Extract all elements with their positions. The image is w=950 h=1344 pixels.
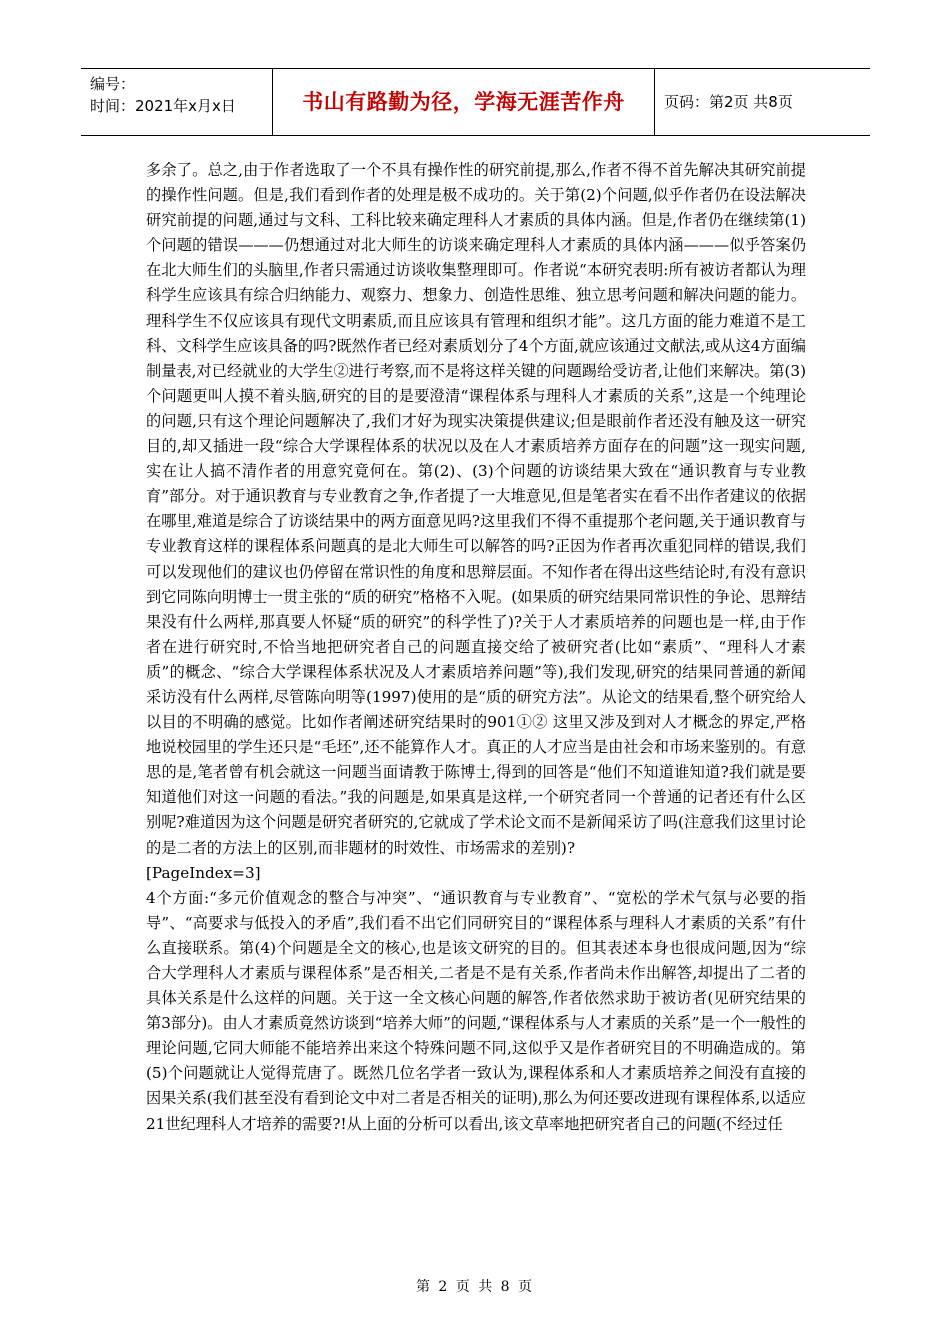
body-paragraph: 4个方面:“多元价值观念的整合与冲突”、“通识教育与专业教育”、“宽松的学术气氛与必要的指导”、“高要求与低投入的矛盾”,我们看不出它们同研究目的“课程体系与理科人才素质的关系”有什么直接联系。第(4)个问题是全文的核心,也是该文研究的目的。但其表述本身也很成问题,因为“综合大学理科人才素质与课程体系”是否相关,二者是不是有关系,作者尚未作出解答,却提出了二者的具体关系是什么这样的问题。关于这一全文核心问题的解答,作者依然求助于被访者(见研究结果的第3部分)。由人才素质竟然访谈到“培养大师”的问题,“课程体系与人才素质的关系”是一个一般性的理论问题,它同大师能不能培养出来这个特殊问题不同,这似乎又是作者研究目的不明确造成的。第(5)个问题就让人觉得荒唐了。既然几位名学者一致认为,课程体系和人才素质培养之间没有直接的因果关系(我们甚至没有看到论文中对二者是否相关的证明),那么为何还要改进现有课程体系,以适应21世纪理科人才培养的需要?!从上面的分析可以看出,该文草率地把研究者自己的问题(不经过任 — [146, 888, 806, 1133]
header-meta — [90, 73, 270, 117]
header-divider — [654, 69, 655, 135]
header-page-info: 页码：第2页 共8页 — [664, 93, 793, 111]
document-time-label: 时间：2021年x月x日 — [90, 97, 236, 115]
header-motto: 书山有路勤为径，学海无涯苦作舟 — [302, 90, 625, 114]
page-footer: 第 2 页 共 8 页 — [415, 1279, 535, 1295]
document-number-label: 编号： — [90, 75, 136, 93]
page-index-marker: [PageIndex=3] — [146, 863, 261, 882]
document-body — [146, 158, 806, 1137]
body-paragraph: 多余了。总之,由于作者选取了一个不具有操作性的研究前提,那么,作者不得不首先解决其研究前提的操作性问题。但是,我们看到作者的处理是极不成功的。关于第(2)个问题,似乎作者仍在设法解决研究前提的问题,通过与文科、工科比较来确定理科人才素质的具体内涵。但是,作者仍在继续第(1)个问题的错误———仍想通过对北大师生的访谈来确定理科人才素质的具体内涵———似乎答案仍在北大师生们的头脑里,作者只需通过访谈收集整理即可。作者说“本研究表明:所有被访者都认为理科学生应该具有综合归纳能力、观察力、想象力、创造性思维、独立思考问题和解决问题的能力。理科学生不仅应该具有现代文明素质,而且应该具有管理和组织才能”。这几方面的能力难道不是工科、文科学生应该具备的吗?既然作者已经对素质划分了4个方面,就应该通过文献法,或从这4方面编制量表,对已经就业的大学生②进行考察,而不是将这样关键的问题踢给受访者,让他们来解决。第(3)个问题更叫人摸不着头脑,研究的目的是要澄清“课程体系与理科人才素质的关系”,这是一个纯理论的问题,只有这个理论问题解决了,我们才好为现实决策提供建议;但是眼前作者还没有触及这一研究目的,却又插进一段“综合大学课程体系的状况以及在人才素质培养方面存在的问题”这一现实问题,实在让人搞不清作者的用意究竟何在。第(2)、(3)个问题的访谈结果大致在“通识教育与专业教育”部分。对于通识教育与专业教育之争,作者提了一大堆意见,但是笔者实在看不出作者建议的依据在哪里,难道是综合了访谈结果中的两方面意见吗?这里我们不得不重提那个老问题,关于通识教育与专业教育这样的课程体系问题真的是北大师生可以解答的吗?正因为作者再次重犯同样的错误,我们可以发现他们的建议也仍停留在常识性的角度和思辩层面。不知作者在得出这些结论时,有没有意识到它同陈向明博士一贯主张的“质的研究”格格不入呢。(如果质的研究结果同常识性的争论、思辩结果没有什么两样,那真要人怀疑“质的研究”的科学性了)?关于人才素质培养的问题也是一样,由于作者在进行研究时,不恰当地把研究者自己的问题直接交给了被研究者(比如“素质”、“理科人才素质”的概念、“综合大学课程体系状况及人才素质培养问题”等),我们发现,研究的结果同普通的新闻采访没有什么两样,尽管陈向明等(1997)使用的是“质的研究方法”。从论文的结果看,整个研究给人以目的不明确的感觉。比如作者阐述研究结果时的901①② 这里又涉及到对人才概念的界定,严格地说校园里的学生还只是“毛坯”,还不能算作人才。真正的人才应当是由社会和市场来鉴别的。有意思的是,笔者曾有机会就这一问题当面请教于陈博士,得到的回答是“他们不知道谁知道?我们就是要知道他们对这一问题的看法。”我的问题是,如果真是这样,一个研究者同一个普通的记者还有什么区别呢?难道因为这个问题是研究者研究的,它就成了学术论文而不是新闻采访了吗(注意我们这里讨论的是二者的方法上的区别,而非题材的时效性、市场需求的差别)? — [146, 161, 806, 857]
page-header — [81, 68, 870, 136]
